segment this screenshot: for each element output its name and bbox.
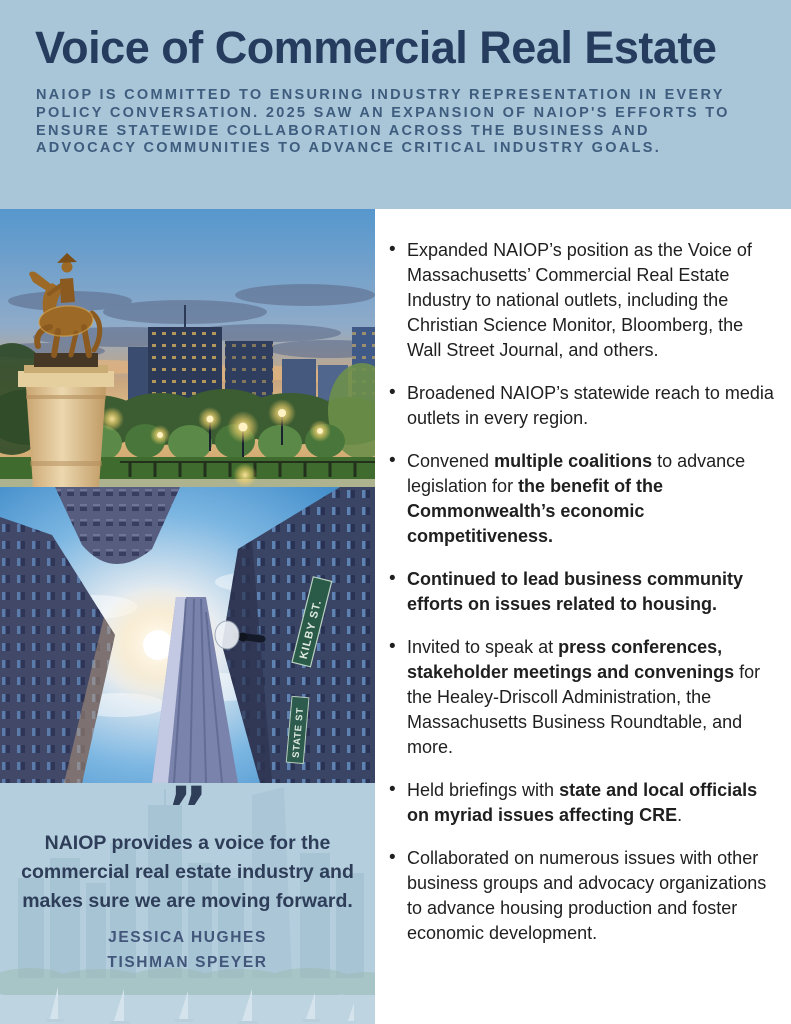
skyscraper-photo-illustration [0, 487, 375, 783]
bullet-item: • Invited to speak at press conferences, stakeholder meetings and convenings for the Healey-Driscoll Administration, the Massachusetts Business Roundtable, and more. [388, 635, 775, 760]
bullet-column [375, 209, 791, 1024]
svg-text:STATE ST: STATE ST [290, 706, 307, 759]
quote-icon: ” [167, 783, 208, 846]
bullet-list [388, 238, 775, 946]
photo-boston-public-garden-statue [0, 209, 375, 487]
statue-photo-illustration [0, 209, 375, 487]
svg-text:KILBY ST.: KILBY ST. [297, 598, 325, 661]
photo-skyscrapers-upward [0, 487, 375, 783]
quote-content [0, 783, 375, 975]
quote-attribution-company: TISHMAN SPEYER [107, 954, 268, 971]
bullet-item: • Convened multiple coalitions to advance legislation for the benefit of the Commonwealth’s economic competitiveness. [388, 449, 775, 549]
page-title: Voice of Commercial Real Estate [35, 22, 717, 73]
quote-text: NAIOP provides a voice for the commercial real estate industry and makes sure we are moving forward. [21, 832, 354, 912]
bullet-item: • Broadened NAIOP’s statewide reach to media outlets in every region. [388, 381, 775, 431]
header-subtitle: NAIOP IS COMMITTED TO ENSURING INDUSTRY REPRESENTATION IN EVERY POLICY CONVERSATION. 2025 SAW AN EXPANSION OF NAIOP'S EFFORTS TO ENSURE STATEWIDE COLLABORATION ACROSS THE BUSINESS AND ADVOCACY COMMUNITIES TO ADVANCE CRITICAL INDUSTRY GOALS. [36, 87, 730, 157]
quote-section [0, 783, 375, 1024]
bullet-item: • Continued to lead business community efforts on issues related to housing. [388, 567, 775, 617]
bullet-item: • Collaborated on numerous issues with other business groups and advocacy organizations to advance housing production and foster economic development. [388, 846, 775, 946]
quote-attribution-name: JESSICA HUGHES [108, 929, 267, 946]
bullet-item: • Held briefings with state and local officials on myriad issues affecting CRE. [388, 778, 775, 828]
bullet-item: • Expanded NAIOP’s position as the Voice of Massachusetts’ Commercial Real Estate Industry to national outlets, including the Christian Science Monitor, Bloomberg, the Wall Street Journal, and others. [388, 238, 775, 363]
header [0, 0, 791, 209]
left-column [0, 209, 375, 1024]
